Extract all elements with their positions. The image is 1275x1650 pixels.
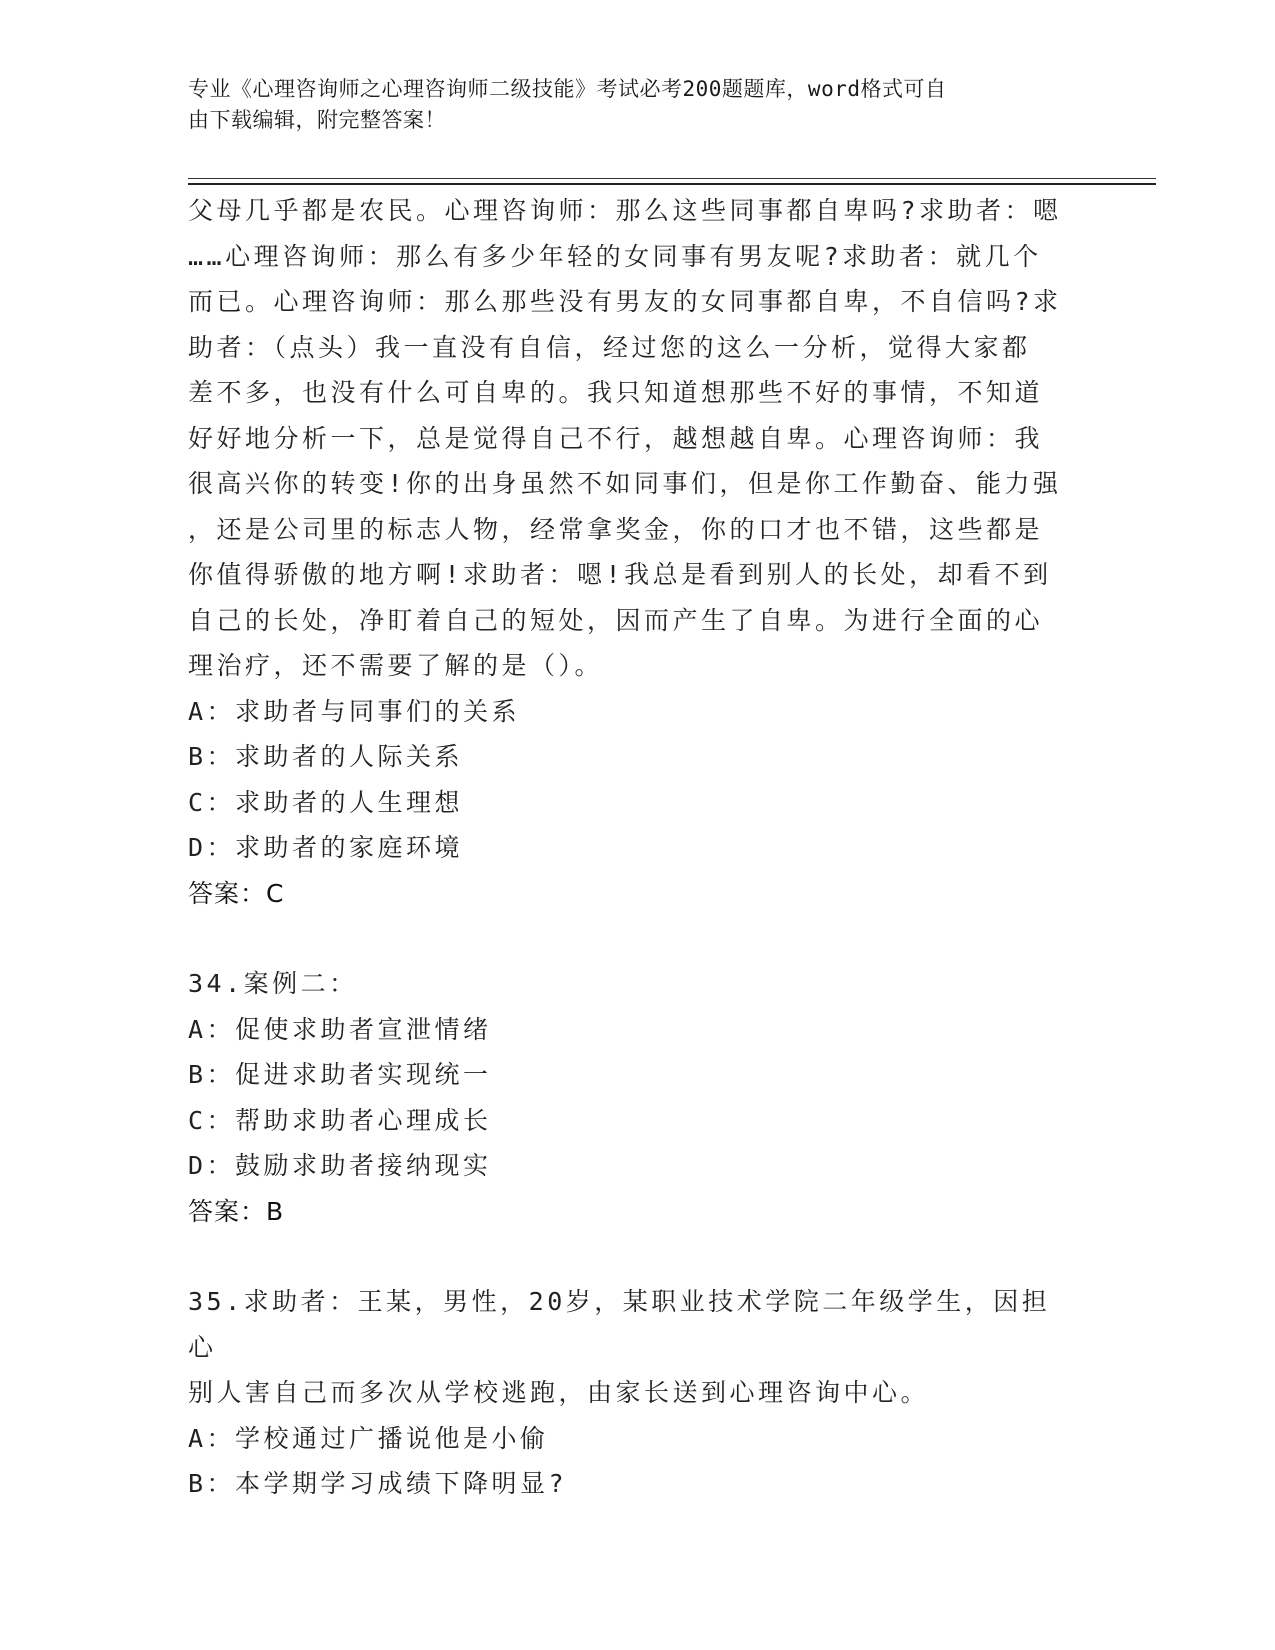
question-33-line: 差不多，也没有什么可自卑的。我只知道想那些不好的事情，不知道 bbox=[188, 378, 1044, 407]
question-33 bbox=[188, 188, 1078, 916]
question-33-line: 很高兴你的转变!你的出身虽然不如同事们，但是你工作勤奋、能力强 bbox=[188, 469, 1062, 498]
option-d: D：鼓励求助者接纳现实 bbox=[188, 1151, 492, 1180]
spacer bbox=[188, 916, 1078, 961]
header-line-2: 由下载编辑，附完整答案！ bbox=[188, 108, 446, 132]
question-body bbox=[188, 188, 1078, 1507]
option-b: B：促进求助者实现统一 bbox=[188, 1060, 492, 1089]
page-header bbox=[188, 74, 1068, 136]
question-35-line: 35.求助者：王某，男性，20岁，某职业技术学院二年级学生，因担心 bbox=[188, 1287, 1051, 1362]
question-34 bbox=[188, 961, 1078, 1234]
question-33-line: 自己的长处，净盯着自己的短处，因而产生了自卑。为进行全面的心 bbox=[188, 605, 1044, 635]
question-33-line: 助者：（点头）我一直没有自信，经过您的这么一分析，觉得大家都 bbox=[188, 332, 1031, 362]
option-c: C：帮助求助者心理成长 bbox=[188, 1105, 492, 1135]
question-33-line: 父母几乎都是农民。心理咨询师：那么这些同事都自卑吗?求助者：嗯 bbox=[188, 196, 1062, 225]
question-34-stem: 34.案例二： bbox=[188, 969, 358, 998]
question-33-line: 你值得骄傲的地方啊!求助者：嗯!我总是看到别人的长处，却看不到 bbox=[188, 560, 1052, 589]
question-35 bbox=[188, 1279, 1078, 1507]
option-b: B：本学期学习成绩下降明显? bbox=[188, 1469, 568, 1498]
header-line-1: 专业《心理咨询师之心理咨询师二级技能》考试必考200题题库，word格式可自 bbox=[188, 77, 947, 101]
question-33-line: 而已。心理咨询师：那么那些没有男友的女同事都自卑，不自信吗?求 bbox=[188, 287, 1062, 316]
question-35-line: 别人害自己而多次从学校逃跑，由家长送到心理咨询中心。 bbox=[188, 1378, 930, 1407]
answer-text: 答案：B bbox=[188, 1196, 285, 1226]
header-rule-thick bbox=[188, 183, 1156, 185]
option-b: B：求助者的人际关系 bbox=[188, 742, 464, 771]
answer-text: 答案：C bbox=[188, 878, 285, 908]
option-a: A：促使求助者宣泄情绪 bbox=[188, 1014, 492, 1044]
option-c: C：求助者的人生理想 bbox=[188, 787, 464, 817]
option-a: A：求助者与同事们的关系 bbox=[188, 696, 521, 726]
header-rule-thin bbox=[188, 178, 1156, 179]
question-33-line: ，还是公司里的标志人物，经常拿奖金，你的口才也不错，这些都是 bbox=[188, 514, 1044, 544]
spacer bbox=[188, 1234, 1078, 1279]
question-33-line: ……心理咨询师：那么有多少年轻的女同事有男友呢?求助者：就几个 bbox=[188, 241, 1042, 271]
question-33-line: 理治疗，还不需要了解的是（）。 bbox=[188, 651, 604, 680]
option-a: A：学校通过广播说他是小偷 bbox=[188, 1423, 549, 1453]
option-d: D：求助者的家庭环境 bbox=[188, 833, 464, 862]
question-33-line: 好好地分析一下，总是觉得自己不行，越想越自卑。心理咨询师：我 bbox=[188, 423, 1044, 453]
